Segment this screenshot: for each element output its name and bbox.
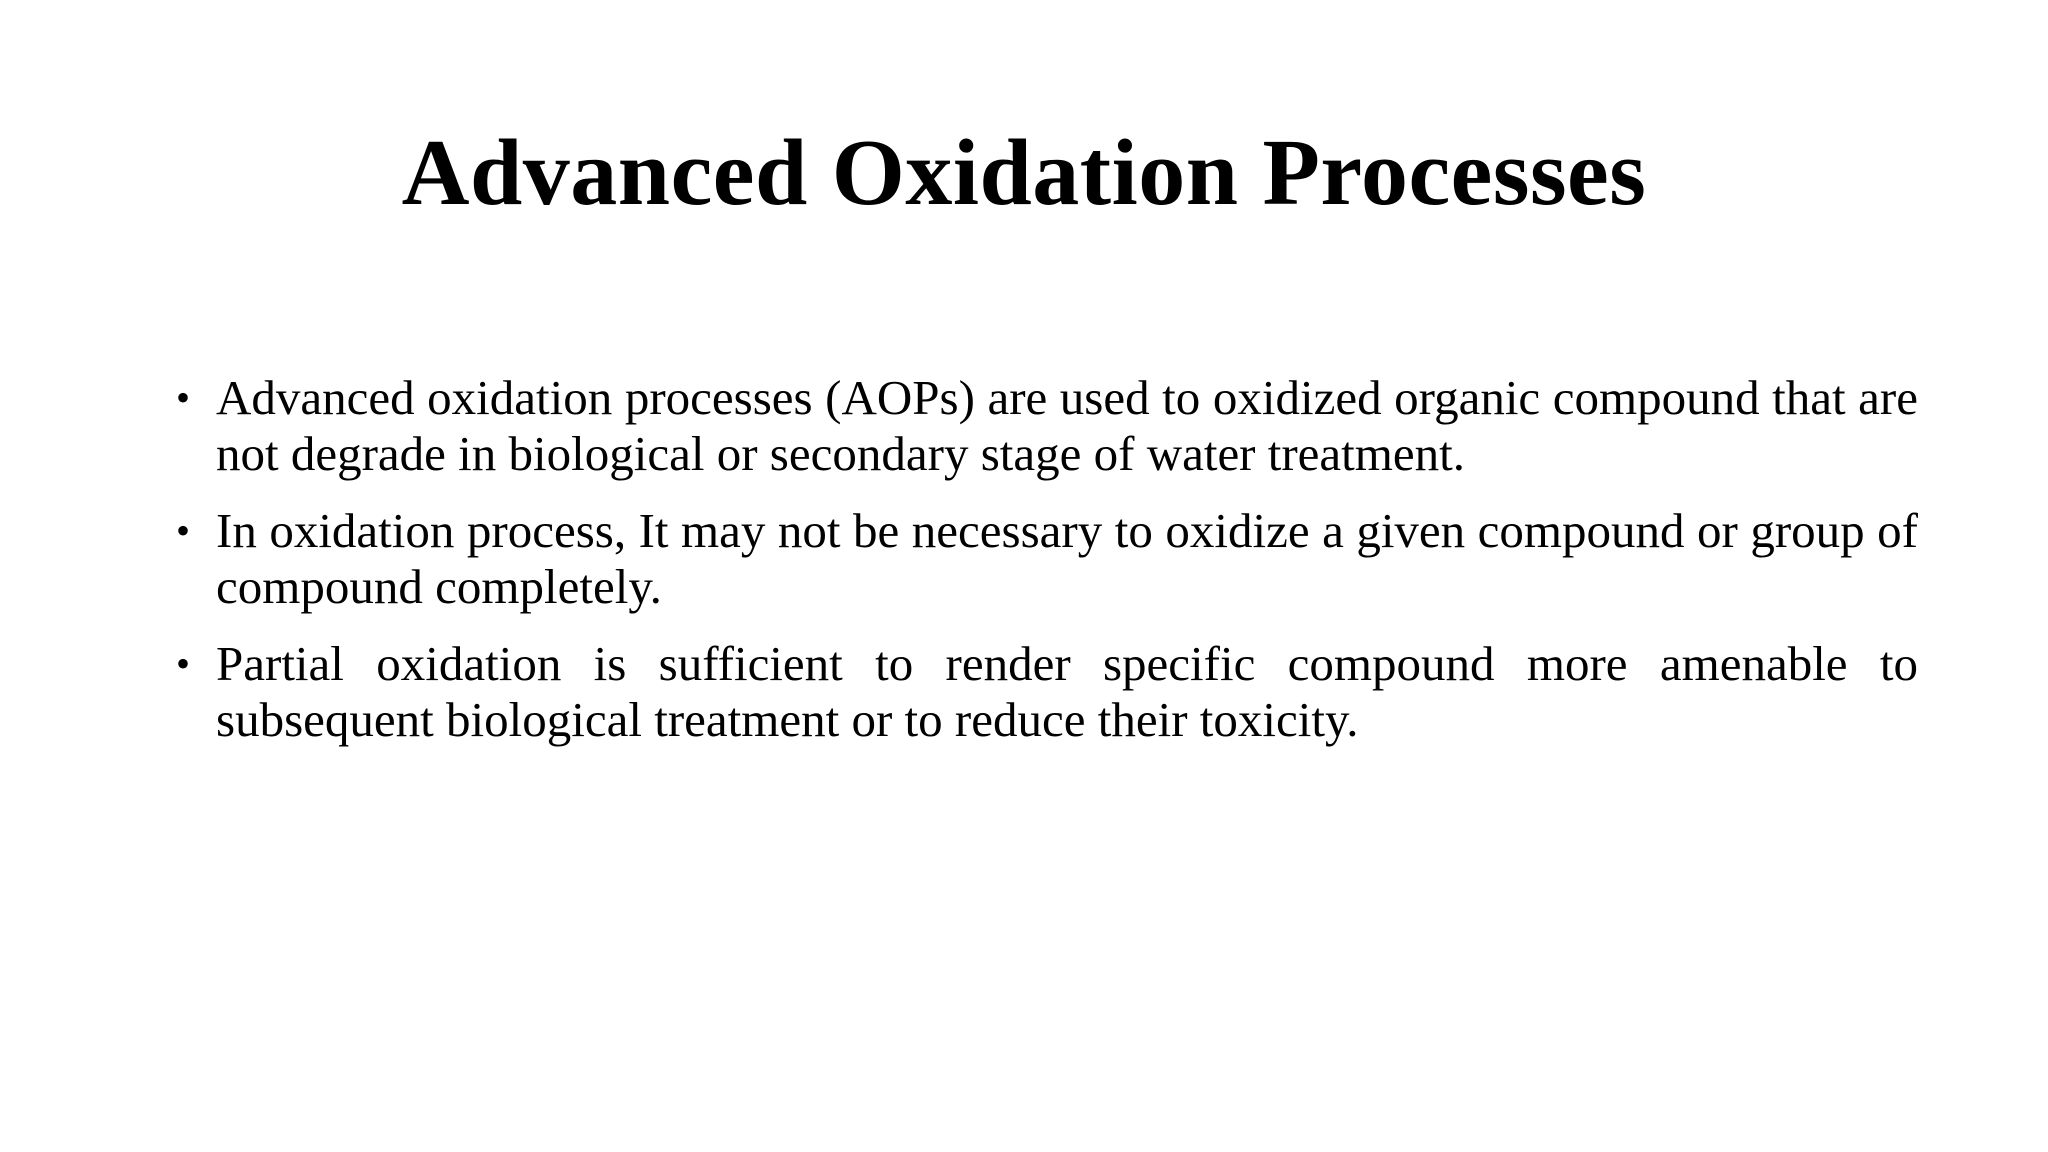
bullet-item (176, 370, 1918, 482)
bullet-list (176, 370, 1918, 769)
bullet-icon: • (176, 508, 191, 553)
slide-title: Advanced Oxidation Processes (401, 121, 1647, 225)
bullet-text: Advanced oxidation processes (AOPs) are used to oxidized organic compound that are not degrade in biological or secondary stage of water treatment. (216, 370, 1918, 481)
bullet-icon: • (176, 641, 191, 686)
bullet-item (176, 503, 1918, 615)
bullet-text: Partial oxidation is sufficient to render specific compound more amenable to subsequent biological treatment or to reduce their toxicity. (216, 636, 1918, 747)
bullet-icon: • (176, 375, 191, 420)
bullet-item (176, 636, 1918, 748)
bullet-text: In oxidation process, It may not be necessary to oxidize a given compound or group of compound completely. (216, 503, 1918, 614)
